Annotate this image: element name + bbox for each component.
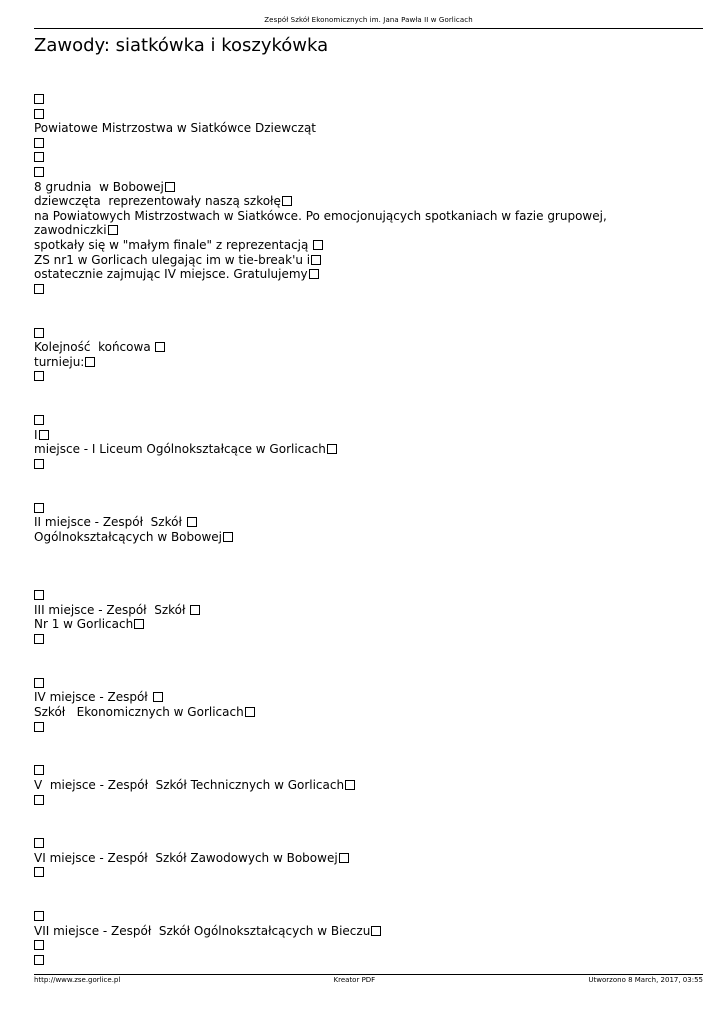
line-text: dziewczęta reprezentowały naszą szkołę: [34, 194, 281, 209]
missing-glyph-box-icon: [313, 240, 323, 250]
text-line: [34, 778, 634, 793]
text-line: [34, 355, 634, 370]
text-line: [34, 209, 634, 238]
blank-line: [34, 559, 634, 574]
text-line: [34, 909, 634, 924]
missing-glyph-box-icon: [108, 225, 118, 235]
text-line: [34, 442, 634, 457]
blank-line: [34, 486, 634, 501]
missing-glyph-box-icon: [282, 196, 292, 206]
footer-divider: [34, 974, 703, 975]
text-line: [34, 121, 634, 136]
missing-glyph-box-icon: [190, 605, 200, 615]
blank-line: [34, 471, 634, 486]
blank-line: [34, 749, 634, 764]
page-title: Zawody: siatkówka i koszykówka: [34, 35, 329, 56]
line-text: turnieju:: [34, 354, 85, 369]
missing-glyph-box-icon: [34, 765, 44, 775]
text-line: [34, 92, 634, 107]
missing-glyph-box-icon: [34, 795, 44, 805]
blank-line: [34, 822, 634, 837]
text-line: [34, 107, 634, 122]
line-text: II miejsce - Zespół Szkół: [34, 515, 186, 530]
missing-glyph-box-icon: [39, 430, 49, 440]
missing-glyph-box-icon: [223, 532, 233, 542]
text-line: [34, 690, 634, 705]
missing-glyph-box-icon: [34, 371, 44, 381]
missing-glyph-box-icon: [34, 838, 44, 848]
line-text: ostatecznie zajmując IV miejsce. Gratulujemy: [34, 267, 308, 282]
text-line: [34, 369, 634, 384]
missing-glyph-box-icon: [34, 590, 44, 600]
blank-line: [34, 398, 634, 413]
line-text: spotkały się w "małym finale" z reprezentacją: [34, 237, 313, 252]
missing-glyph-box-icon: [34, 109, 44, 119]
text-line: [34, 253, 634, 268]
text-line: [34, 238, 634, 253]
missing-glyph-box-icon: [345, 780, 355, 790]
text-line: [34, 282, 634, 297]
missing-glyph-box-icon: [34, 940, 44, 950]
missing-glyph-box-icon: [371, 926, 381, 936]
line-text: Nr 1 w Gorlicach: [34, 617, 134, 632]
missing-glyph-box-icon: [34, 634, 44, 644]
missing-glyph-box-icon: [34, 678, 44, 688]
text-line: [34, 515, 634, 530]
missing-glyph-box-icon: [339, 853, 349, 863]
text-line: [34, 603, 634, 618]
missing-glyph-box-icon: [153, 692, 163, 702]
footer-generator: Kreator PDF: [333, 976, 376, 984]
missing-glyph-box-icon: [309, 269, 319, 279]
line-text: Ogólnokształcących w Bobowej: [34, 529, 223, 544]
text-line: [34, 267, 634, 282]
missing-glyph-box-icon: [34, 955, 44, 965]
line-text: na Powiatowych Mistrzostwach w Siatkówce. Po emocjonujących spotkaniach w fazie grupowej, zawodniczki: [34, 208, 607, 238]
text-line: [34, 836, 634, 851]
missing-glyph-box-icon: [34, 138, 44, 148]
missing-glyph-box-icon: [34, 867, 44, 877]
text-line: [34, 763, 634, 778]
footer-url[interactable]: http://www.zse.gorlice.pl: [34, 976, 121, 984]
missing-glyph-box-icon: [34, 94, 44, 104]
blank-line: [34, 661, 634, 676]
line-text: Kolejność końcowa: [34, 340, 155, 355]
document-footer: [34, 976, 703, 984]
missing-glyph-box-icon: [34, 152, 44, 162]
missing-glyph-box-icon: [34, 328, 44, 338]
missing-glyph-box-icon: [34, 911, 44, 921]
text-line: [34, 676, 634, 691]
document-header: Zespół Szkół Ekonomicznych im. Jana Pawła II w Gorlicach: [264, 16, 473, 24]
missing-glyph-box-icon: [34, 459, 44, 469]
text-line: [34, 924, 634, 939]
line-text: ZS nr1 w Gorlicach ulegając im w tie-break'u i: [34, 252, 311, 267]
text-line: [34, 953, 634, 968]
text-line: [34, 617, 634, 632]
text-line: [34, 705, 634, 720]
line-text: Szkół Ekonomicznych w Gorlicach: [34, 704, 244, 719]
line-text: III miejsce - Zespół Szkół: [34, 602, 190, 617]
text-line: [34, 413, 634, 428]
text-line: [34, 194, 634, 209]
text-line: [34, 530, 634, 545]
missing-glyph-box-icon: [245, 707, 255, 717]
footer-created-date: Utworzono 8 March, 2017, 03:55: [588, 976, 703, 984]
blank-line: [34, 734, 634, 749]
missing-glyph-box-icon: [34, 503, 44, 513]
text-line: [34, 340, 634, 355]
missing-glyph-box-icon: [134, 619, 144, 629]
text-line: [34, 501, 634, 516]
line-text: miejsce - I Liceum Ogólnokształcące w Gorlicach: [34, 442, 326, 457]
missing-glyph-box-icon: [165, 182, 175, 192]
blank-line: [34, 311, 634, 326]
text-line: [34, 165, 634, 180]
text-line: [34, 851, 634, 866]
line-text: IV miejsce - Zespół: [34, 690, 152, 705]
blank-line: [34, 574, 634, 589]
blank-line: [34, 807, 634, 822]
missing-glyph-box-icon: [34, 415, 44, 425]
text-line: [34, 793, 634, 808]
blank-line: [34, 880, 634, 895]
blank-line: [34, 296, 634, 311]
missing-glyph-box-icon: [327, 444, 337, 454]
text-line: [34, 428, 634, 443]
text-line: [34, 457, 634, 472]
blank-line: [34, 544, 634, 559]
line-text: I: [34, 427, 38, 442]
line-text: 8 grudnia w Bobowej: [34, 179, 164, 194]
article-body: [34, 92, 634, 968]
missing-glyph-box-icon: [34, 722, 44, 732]
missing-glyph-box-icon: [155, 342, 165, 352]
header-divider: [34, 28, 703, 29]
line-text: VII miejsce - Zespół Szkół Ogólnokształcących w Bieczu: [34, 923, 371, 938]
blank-line: [34, 647, 634, 662]
text-line: [34, 632, 634, 647]
text-line: [34, 865, 634, 880]
line-text: Powiatowe Mistrzostwa w Siatkówce Dziewcząt: [34, 121, 317, 136]
missing-glyph-box-icon: [34, 167, 44, 177]
text-line: [34, 588, 634, 603]
text-line: [34, 150, 634, 165]
text-line: [34, 180, 634, 195]
text-line: [34, 326, 634, 341]
missing-glyph-box-icon: [85, 357, 95, 367]
line-text: VI miejsce - Zespół Szkół Zawodowych w Bobowej: [34, 850, 338, 865]
text-line: [34, 136, 634, 151]
line-text: V miejsce - Zespół Szkół Technicznych w Gorlicach: [34, 777, 345, 792]
blank-line: [34, 895, 634, 910]
text-line: [34, 720, 634, 735]
text-line: [34, 938, 634, 953]
missing-glyph-box-icon: [187, 517, 197, 527]
missing-glyph-box-icon: [34, 284, 44, 294]
missing-glyph-box-icon: [311, 255, 321, 265]
blank-line: [34, 384, 634, 399]
